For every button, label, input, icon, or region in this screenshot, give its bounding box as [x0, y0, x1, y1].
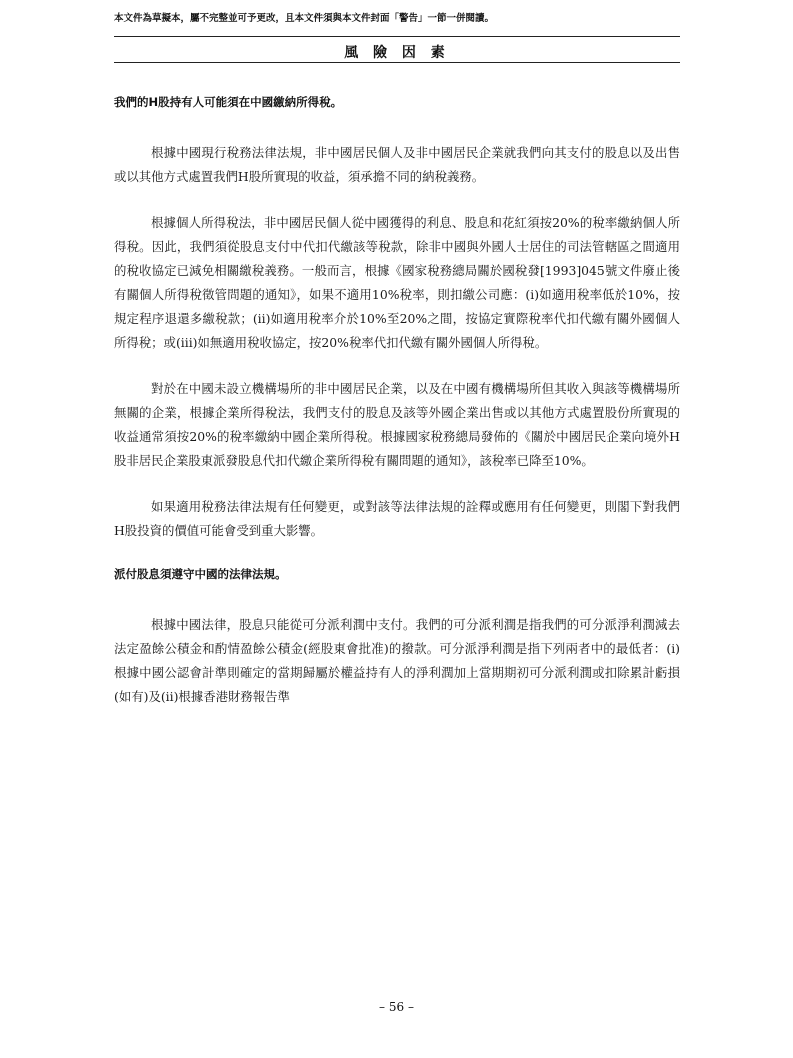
header-bottom-rule	[114, 62, 680, 63]
section-heading-dividends: 派付股息須遵守中國的法律法規。	[114, 567, 287, 581]
paragraph: 根據中國法律，股息只能從可分派利潤中支付。我們的可分派利潤是指我們的可分派淨利潤減去法定盈餘公積金和酌情盈餘公積金(經股東會批准)的撥款。可分派淨利潤是指下列兩者中的最低者：(i)根據中國公認會計準則確定的當期歸屬於權益持有人的淨利潤加上當期期初可分派利潤或扣除累計虧損(如有)及(ii)根據香港財務報告準	[114, 617, 680, 704]
paragraph: 根據個人所得稅法，非中國居民個人從中國獲得的利息、股息和花紅須按20%的稅率繳納個人所得稅。因此，我們須從股息支付中代扣代繳該等稅款，除非中國與外國人士居住的司法管轄區之間適用的稅收協定已減免相關繳稅義務。一般而言，根據《國家稅務總局關於國稅發[1993]045號文件廢止後有關個人所得稅徵管問題的通知》，如果不適用10%稅率，則扣繳公司應：(i)如適用稅率低於10%，按規定程序退還多繳稅款；(ii)如適用稅率介於10%至20%之間，按協定實際稅率代扣代繳有關外國個人所得稅；或(iii)如無適用稅收協定，按20%稅率代扣代繳有關外國個人所得稅。	[114, 215, 680, 350]
paragraph: 如果適用稅務法律法規有任何變更，或對該等法律法規的詮釋或應用有任何變更，則閣下對我們H股投資的價值可能會受到重大影響。	[114, 499, 680, 538]
section-header-title: 風 險 因 素	[344, 45, 450, 61]
paragraph: 根據中國現行稅務法律法規，非中國居民個人及非中國居民企業就我們向其支付的股息以及出售或以其他方式處置我們H股所實現的收益，須承擔不同的納稅義務。	[114, 145, 680, 184]
page-number: – 56 –	[379, 1000, 414, 1014]
paragraph: 對於在中國未設立機構場所的非中國居民企業，以及在中國有機構場所但其收入與該等機構場所無關的企業，根據企業所得稅法，我們支付的股息及該等外國企業出售或以其他方式處置股份所實現的收益通常須按20%的稅率繳納中國企業所得稅。根據國家稅務總局發佈的《關於中國居民企業向境外H股非居民企業股東派發股息代扣代繳企業所得稅有關問題的通知》，該稅率已降至10%。	[114, 381, 680, 468]
header-top-rule	[114, 36, 680, 37]
draft-notice: 本文件為草擬本，屬不完整並可予更改，且本文件須與本文件封面「警告」一節一併閱讀。	[114, 13, 495, 24]
section-heading-h-share-tax: 我們的H股持有人可能須在中國繳納所得稅。	[114, 95, 343, 109]
page-body	[114, 93, 680, 709]
